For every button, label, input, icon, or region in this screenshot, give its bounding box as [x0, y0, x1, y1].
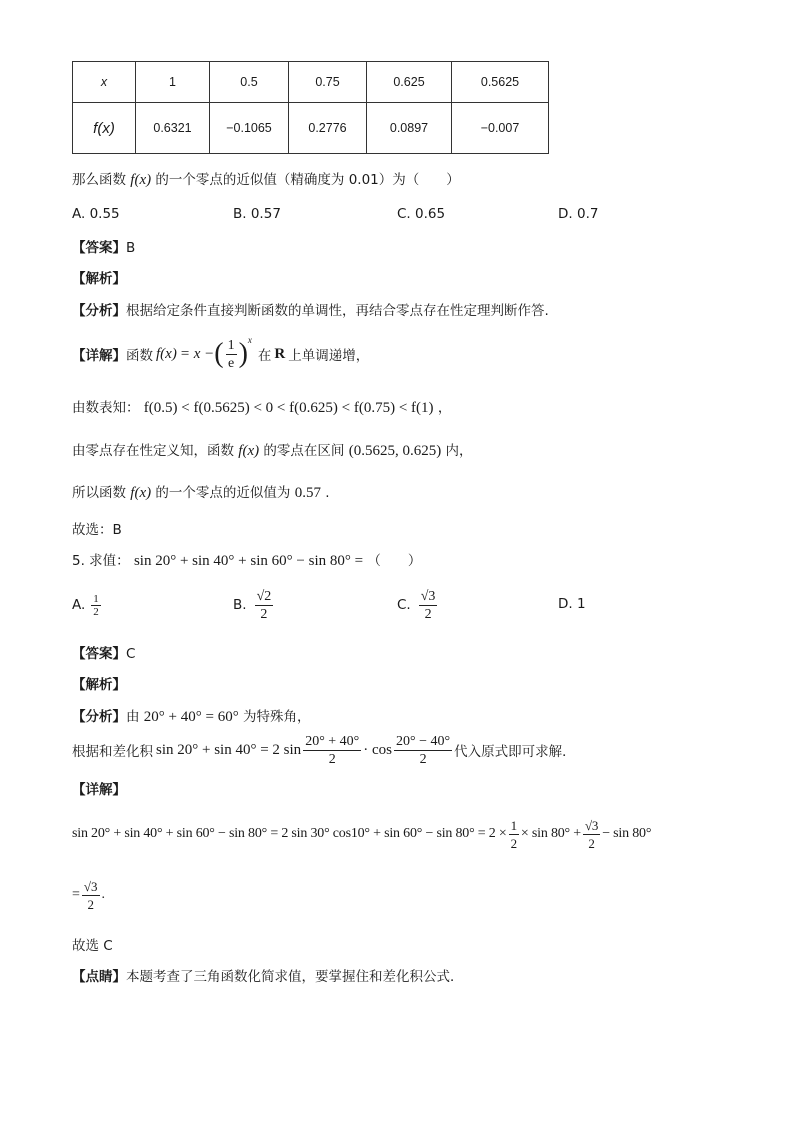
text: 在	[257, 348, 272, 364]
text: 所以函数	[72, 485, 126, 501]
option-label: C.	[397, 597, 411, 613]
math-interval: (0.5625, 0.625)	[348, 443, 442, 459]
question-stem	[72, 168, 460, 189]
math-text: · cos	[363, 741, 393, 758]
math-expression: − sin 80°	[602, 826, 652, 841]
final-choice: 故选 C	[72, 938, 113, 954]
table-cell: 0.0897	[367, 103, 452, 154]
math-fx: f(x)	[156, 345, 177, 362]
denominator: 2	[588, 835, 595, 851]
denominator: 2	[419, 751, 427, 767]
math-inequality: f(0.5) < f(0.5625) < 0 < f(0.625) < f(0.75) < f(1)	[143, 400, 434, 416]
table-cell: 0.6321	[136, 103, 210, 154]
denominator: 2	[93, 605, 99, 618]
option-a: A. 0.55	[72, 206, 120, 222]
math-text: = x −	[179, 345, 215, 362]
denominator: e	[227, 355, 235, 371]
analysis-line	[72, 705, 311, 726]
text: 的一个零点的近似值为	[155, 485, 291, 501]
numerator: 1	[93, 592, 99, 605]
math-text: .	[101, 887, 106, 902]
table-cell: 0.2776	[289, 103, 367, 154]
denominator: 2	[328, 751, 336, 767]
math-fx: f(x)	[130, 172, 152, 188]
paren-left: (	[214, 338, 224, 369]
value-table	[72, 61, 549, 154]
table-cell: f(x)	[73, 103, 136, 154]
table-row	[73, 103, 549, 154]
denominator: 2	[87, 896, 94, 912]
fraction	[255, 588, 274, 623]
exponent: x	[247, 335, 252, 345]
table-cell: 1	[136, 62, 210, 103]
paren-right: )	[238, 338, 248, 369]
radicand: 3	[428, 588, 436, 604]
option-a	[72, 585, 103, 625]
table-row	[73, 62, 549, 103]
analysis-line	[72, 728, 576, 772]
xiangjie-label: 【详解】	[72, 782, 126, 798]
answer-label: 【答案】	[72, 646, 126, 662]
text: 5. 求值：	[72, 553, 130, 569]
detail-line	[72, 481, 330, 502]
text: 由零点存在性定义知，函数	[72, 443, 234, 459]
table-cell: 0.75	[289, 62, 367, 103]
numerator: √3	[83, 878, 98, 894]
fraction	[91, 593, 101, 618]
radicand: 2	[264, 588, 272, 604]
text: （ ）	[367, 553, 422, 569]
answer-value: B	[126, 240, 136, 256]
text: ，	[437, 400, 452, 416]
math-expression: sin 20° + sin 40° + sin 60° − sin 80° = 2 sin 30° cos10° + sin 60° − sin 80° = 2 ×	[72, 826, 507, 841]
math-text: =	[72, 887, 80, 902]
fraction	[419, 588, 438, 623]
analysis-label: 【解析】	[72, 677, 126, 693]
text: 函数	[126, 348, 153, 364]
question-stem	[72, 549, 421, 570]
text: 那么函数	[72, 172, 126, 188]
analysis-label: 【解析】	[72, 271, 126, 287]
dianjing-text: 本题考查了三角函数化简求值，要掌握住和差化积公式．	[126, 969, 464, 985]
radicand: 3	[91, 878, 98, 894]
fraction	[394, 733, 452, 768]
answer-value: C	[126, 646, 136, 662]
math-value: 0.57	[294, 485, 321, 501]
table-cell: 0.5625	[452, 62, 549, 103]
fenxi-text: 根据给定条件直接判断函数的单调性，再结合零点存在性定理判断作答.	[126, 303, 549, 319]
text: 由	[126, 709, 140, 725]
table-cell: −0.1065	[210, 103, 289, 154]
numerator: 20° + 40°	[305, 733, 360, 749]
math-expression: sin 20° + sin 40° + sin 60° − sin 80° =	[133, 553, 364, 569]
denominator: 2	[424, 606, 432, 622]
answer-line	[72, 642, 135, 662]
radicand: 3	[591, 817, 599, 833]
text: 内，	[445, 443, 473, 459]
dianjing-label: 【点睛】	[72, 969, 126, 985]
denominator: 2	[260, 606, 268, 622]
denominator: 2	[510, 835, 517, 851]
numerator: √3	[584, 817, 599, 833]
answer-label: 【答案】	[72, 240, 126, 256]
fraction	[583, 817, 600, 852]
math-fx: f(x)	[130, 485, 152, 501]
table-cell: 0.625	[367, 62, 452, 103]
dianjing-line	[72, 965, 464, 985]
text: 由数表知：	[72, 400, 140, 416]
detail-line	[72, 396, 451, 417]
numerator: √2	[256, 588, 272, 604]
answer-line	[72, 236, 135, 256]
math-expression: sin 20° + sin 40° = 2 sin	[156, 741, 302, 758]
text: 的零点在区间	[263, 443, 345, 459]
fraction	[82, 878, 100, 913]
option-b	[233, 582, 275, 628]
option-b: B. 0.57	[233, 206, 281, 222]
text: 代入原式即可求解．	[454, 744, 576, 760]
numerator: 1	[227, 337, 235, 353]
fraction	[509, 817, 519, 852]
math-expression: × sin 80° +	[520, 826, 581, 841]
detail-equation	[72, 812, 651, 856]
xiangjie-label: 【详解】	[72, 348, 126, 364]
option-c	[397, 582, 439, 628]
table-cell: −0.007	[452, 103, 549, 154]
table-cell: 0.5	[210, 62, 289, 103]
text: 上单调递增，	[288, 348, 370, 364]
option-d: D. 1	[558, 596, 586, 612]
detail-line	[72, 332, 369, 376]
fraction	[303, 733, 361, 768]
text: .	[325, 485, 330, 501]
fenxi-label: 【分析】	[72, 303, 126, 319]
fraction	[226, 337, 237, 372]
fenxi-label: 【分析】	[72, 709, 126, 725]
final-choice: 故选：B	[72, 522, 122, 538]
result-line	[72, 872, 105, 918]
numerator: √3	[420, 588, 436, 604]
numerator: 1	[510, 817, 517, 833]
option-label: B.	[233, 597, 247, 613]
option-label: A.	[72, 597, 86, 613]
text: 根据和差化积	[72, 744, 153, 760]
analysis-line	[72, 299, 549, 319]
table-cell: x	[73, 62, 136, 103]
math-fx: f(x)	[238, 443, 260, 459]
text: 的一个零点的近似值（精确度为 0.01）为（ ）	[155, 172, 460, 188]
numerator: 20° − 40°	[396, 733, 451, 749]
text: 为特殊角，	[243, 709, 311, 725]
option-d: D. 0.7	[558, 206, 599, 222]
detail-line	[72, 439, 473, 460]
math-expression: 20° + 40° = 60°	[143, 709, 239, 725]
math-R: R	[274, 345, 286, 362]
option-c: C. 0.65	[397, 206, 446, 222]
